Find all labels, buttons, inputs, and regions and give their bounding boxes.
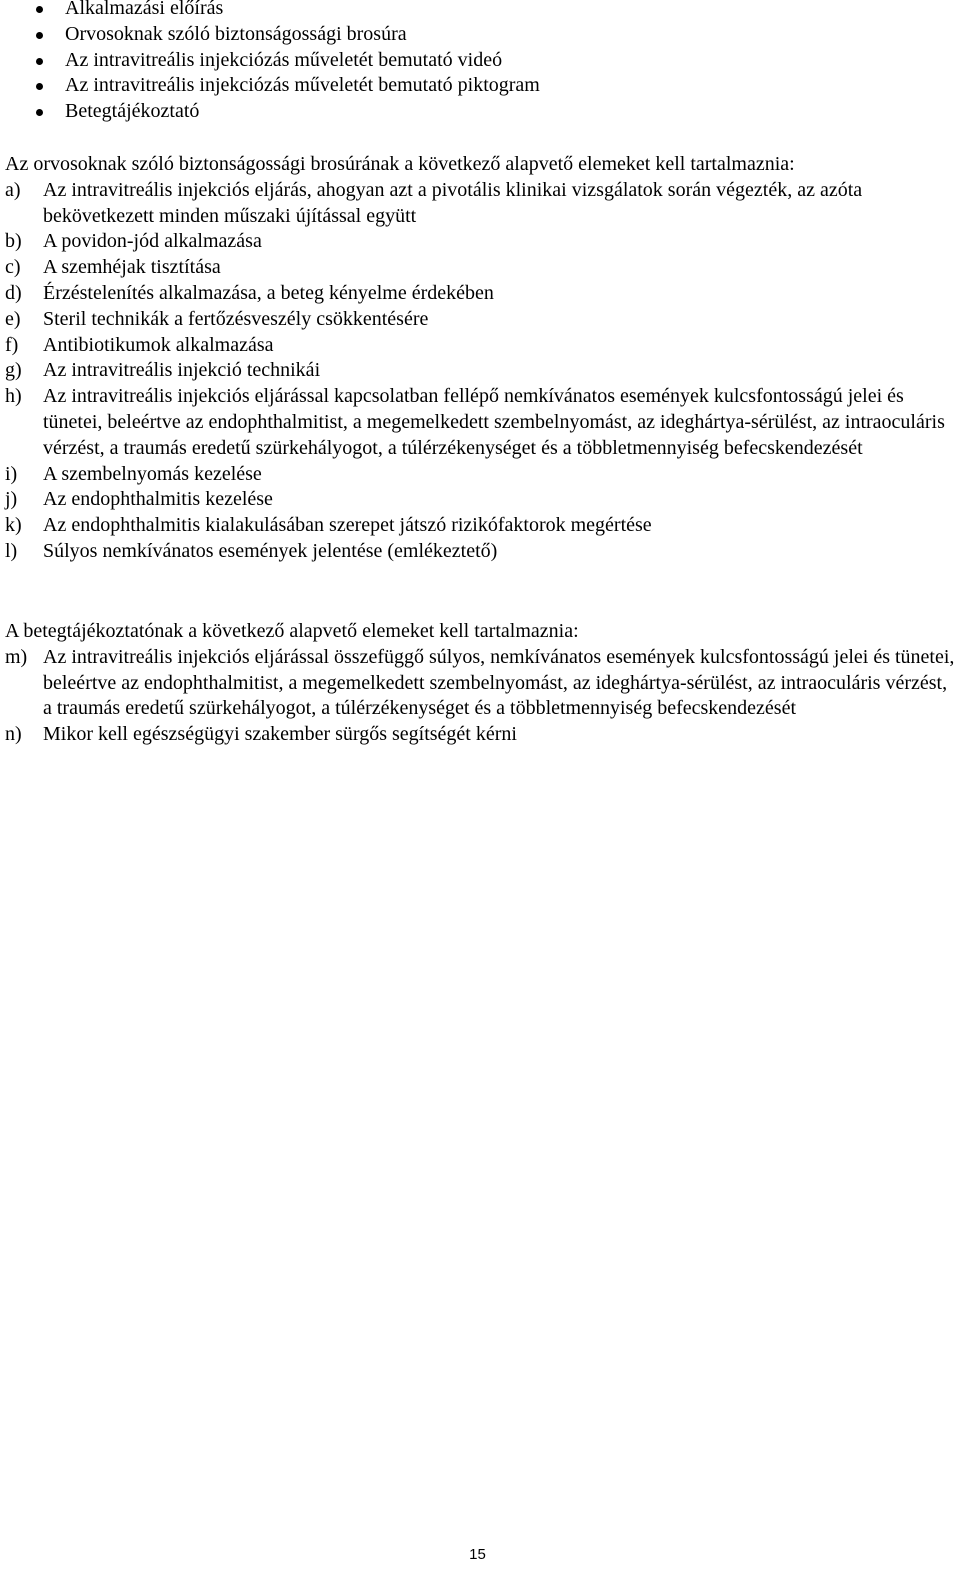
bullet-icon xyxy=(36,109,43,116)
item-text: Az endophthalmitis kialakulásában szerepet játszó rizikófaktorok megértése xyxy=(43,514,652,537)
section-heading: Az orvosoknak szóló biztonságossági brosúrának a következő alapvető elemeket kell tartalmaznia: xyxy=(5,153,795,175)
item-marker: l) xyxy=(5,539,18,562)
item-marker: e) xyxy=(5,307,21,330)
patient-leaflet-section xyxy=(5,619,955,748)
item-marker: g) xyxy=(5,359,22,382)
item-text: Az intravitreális injekciós eljárás, ahogyan azt a pivotális klinikai vizsgálatok során végezték, az azóta bekövetkezett minden műszaki újítással együtt xyxy=(43,178,863,227)
bullet-text: Betegtájékoztató xyxy=(65,100,200,123)
item-text: A povidon-jód alkalmazása xyxy=(43,230,262,253)
item-marker: b) xyxy=(5,230,22,253)
item-marker: h) xyxy=(5,385,22,408)
list-item xyxy=(5,307,955,333)
item-text: Súlyos nemkívánatos események jelentése (emlékeztető) xyxy=(43,539,498,562)
item-text: Az intravitreális injekciós eljárással kapcsolatban fellépő nemkívánatos események kulcsfontosságú jelei és tünetei, beleértve az endophthalmitist, a megemelkedett szembelnyomást, az ideghártya-sérülést, az intraoculáris vérzést, a traumás eredetű szürkehályogot, a túlérzékenységet és a többletmennyiség befecskendezését xyxy=(43,385,945,459)
list-item xyxy=(5,255,955,281)
section-heading: A betegtájékoztatónak a következő alapvető elemeket kell tartalmaznia: xyxy=(5,620,579,642)
bullet-text: Az intravitreális injekciózás műveletét bemutató piktogram xyxy=(65,74,540,97)
list-item xyxy=(5,281,955,307)
list-item xyxy=(5,384,955,461)
bullet-icon xyxy=(36,6,43,13)
item-marker: j) xyxy=(5,488,18,511)
item-text: Az intravitreális injekció technikái xyxy=(43,359,321,382)
list-item xyxy=(5,333,955,359)
item-text: Mikor kell egészségügyi szakember sürgős segítségét kérni xyxy=(43,723,517,746)
item-text: Érzéstelenítés alkalmazása, a beteg kényelme érdekében xyxy=(43,281,494,304)
item-marker: d) xyxy=(5,281,22,304)
bullet-icon xyxy=(36,58,43,65)
list-item xyxy=(5,178,955,230)
item-marker: a) xyxy=(5,178,21,201)
list-item xyxy=(5,462,955,488)
bullet-text: Az intravitreális injekciózás műveletét bemutató videó xyxy=(65,48,503,71)
bullet-item xyxy=(0,48,540,74)
item-marker: n) xyxy=(5,723,22,746)
item-marker: m) xyxy=(5,645,28,668)
item-text: Az intravitreális injekciós eljárással összefüggő súlyos, nemkívánatos események kulcsfontosságú jelei és tünetei, beleértve az endophthalmitist, a megemelkedett szembelnyomást, az ideghártya-sérülést, az intraoculáris vérzést, a traumás eredetű szürkehályogot, a túlérzékenységet és a többletmennyiség befecskendezését xyxy=(43,645,955,720)
list-item xyxy=(5,487,955,513)
list-item xyxy=(5,539,955,565)
bullet-icon xyxy=(36,32,43,39)
list-item xyxy=(5,722,955,748)
bullet-text: Orvosoknak szóló biztonságossági brosúra xyxy=(65,22,407,45)
bullet-item xyxy=(0,22,540,48)
item-text: Antibiotikumok alkalmazása xyxy=(43,333,274,356)
item-text: A szemhéjak tisztítása xyxy=(43,256,221,279)
list-item xyxy=(5,358,955,384)
bullet-item xyxy=(0,0,540,22)
item-text: Steril technikák a fertőzésveszély csökkentésére xyxy=(43,307,429,330)
list-item xyxy=(5,645,955,722)
bullet-icon xyxy=(36,83,43,90)
bullet-item xyxy=(0,99,540,125)
bullet-item xyxy=(0,73,540,99)
item-marker: f) xyxy=(5,333,19,356)
materials-bullet-list xyxy=(0,0,540,125)
item-text: Az endophthalmitis kezelése xyxy=(43,488,273,511)
item-text: A szembelnyomás kezelése xyxy=(43,462,262,485)
physician-brochure-section xyxy=(5,152,955,565)
item-marker: i) xyxy=(5,462,18,485)
bullet-text: Alkalmazási előírás xyxy=(65,0,224,19)
list-item xyxy=(5,229,955,255)
item-marker: k) xyxy=(5,514,22,537)
item-marker: c) xyxy=(5,256,21,279)
page-number: 15 xyxy=(469,1546,486,1563)
list-item xyxy=(5,513,955,539)
